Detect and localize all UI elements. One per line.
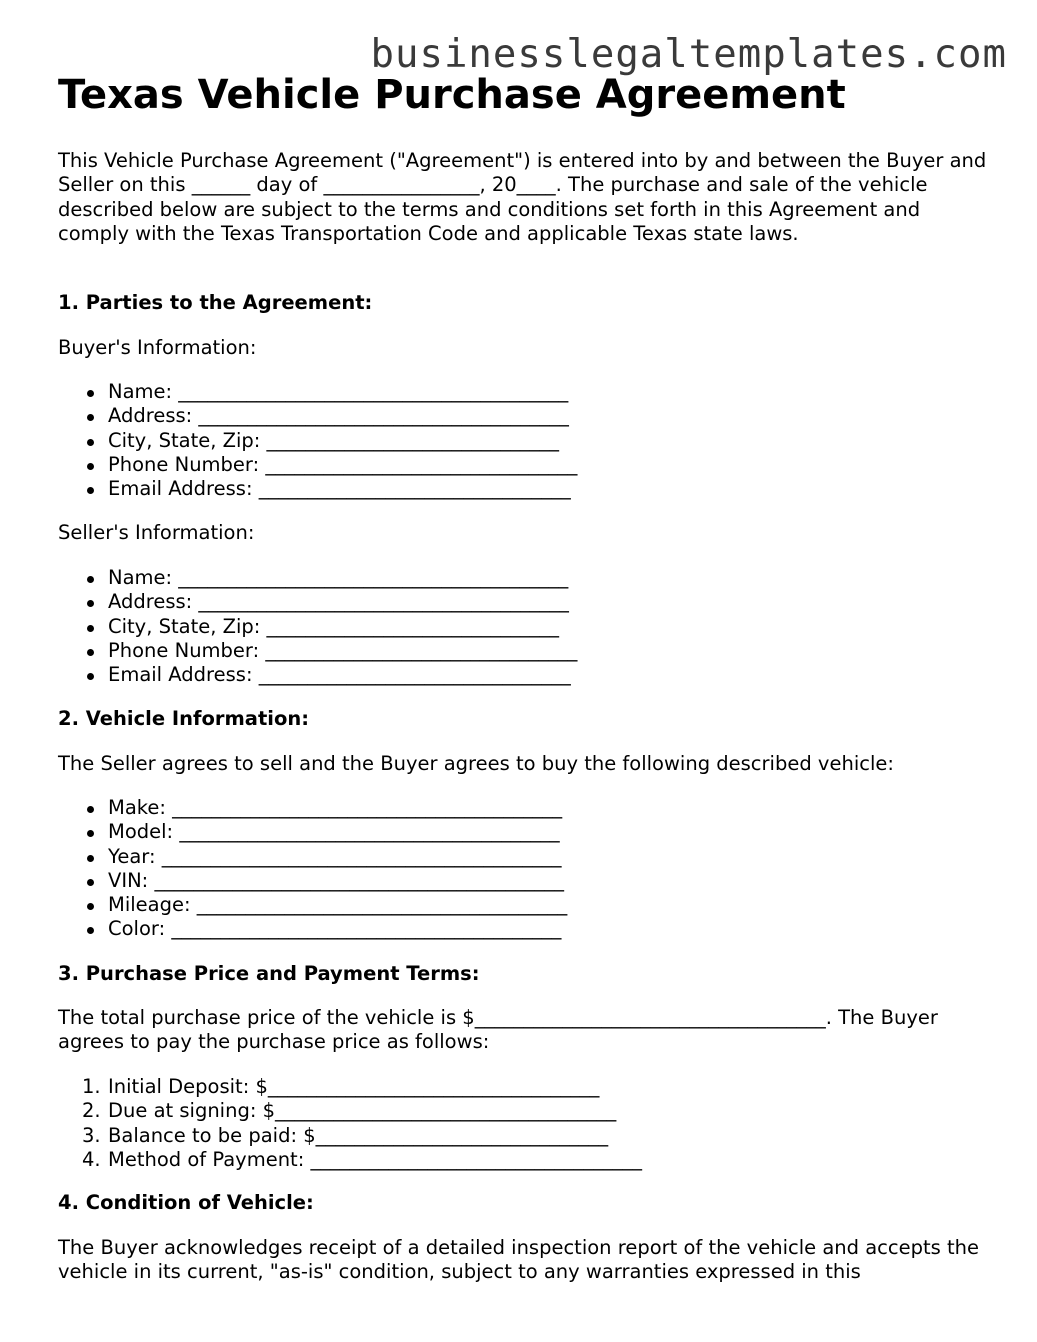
seller-address-field: Address: ______________________________________ — [58, 590, 577, 614]
intro-paragraph: This Vehicle Purchase Agreement ("Agreement") is entered into by and between the Buyer and Seller on this ______ day of ________________, 20____. The purchase and sale of the vehicle described below are subject to the terms and conditions set forth in this Agreement and comply with the Texas Transportation Code and applicable Texas state laws. — [58, 149, 987, 245]
buyer-fields-list — [58, 380, 577, 501]
seller-info-label: Seller's Information: — [58, 521, 255, 544]
payment-item: 2. Due at signing: $___________________________________ — [82, 1099, 617, 1123]
buyer-info-label: Buyer's Information: — [58, 336, 257, 359]
vehicle-mileage-field: Mileage: ______________________________________ — [58, 893, 567, 917]
condition-paragraph: The Buyer acknowledges receipt of a detailed inspection report of the vehicle and accepts the vehicle in its current, "as-is" condition, subject to any warranties expressed in this — [58, 1236, 979, 1284]
payment-item: 1. Initial Deposit: $__________________________________ — [82, 1075, 600, 1098]
seller-name-field: Name: ________________________________________ — [58, 566, 577, 590]
payment-item: 4. Method of Payment: __________________________________ — [82, 1147, 642, 1171]
payment-item: 3. Balance to be paid: $______________________________ — [82, 1123, 609, 1147]
vehicle-make-field: Make: ________________________________________ — [58, 796, 567, 820]
seller-city-field: City, State, Zip: ______________________________ — [58, 615, 577, 639]
payment-terms-list — [58, 1075, 642, 1172]
section-3-heading: 3. Purchase Price and Payment Terms: — [58, 962, 480, 985]
buyer-name-field: Name: ________________________________________ — [58, 380, 577, 404]
section-1-heading: 1. Parties to the Agreement: — [58, 291, 373, 314]
document-title: Texas Vehicle Purchase Agreement — [58, 72, 846, 118]
buyer-city-field: City, State, Zip: ______________________________ — [58, 429, 577, 453]
vehicle-model-field: Model: _______________________________________ — [58, 820, 567, 844]
watermark: businesslegaltemplates.com — [370, 32, 1007, 77]
seller-phone-field: Phone Number: ________________________________ — [58, 639, 577, 663]
seller-fields-list — [58, 566, 577, 687]
vehicle-color-field: Color: ________________________________________ — [58, 917, 567, 941]
section-2-heading: 2. Vehicle Information: — [58, 707, 310, 730]
seller-email-field: Email Address: ________________________________ — [58, 663, 577, 687]
vehicle-intro-text: The Seller agrees to sell and the Buyer agrees to buy the following described vehicle: — [58, 752, 894, 775]
vehicle-vin-field: VIN: __________________________________________ — [58, 869, 567, 893]
buyer-email-field: Email Address: ________________________________ — [58, 477, 577, 501]
purchase-price-paragraph: The total purchase price of the vehicle is $____________________________________. The Buyer agrees to pay the purchase price as follows: — [58, 1006, 938, 1054]
vehicle-year-field: Year: _________________________________________ — [58, 845, 567, 869]
section-4-heading: 4. Condition of Vehicle: — [58, 1191, 314, 1214]
vehicle-fields-list — [58, 796, 567, 942]
buyer-address-field: Address: ______________________________________ — [58, 404, 577, 428]
buyer-phone-field: Phone Number: ________________________________ — [58, 453, 577, 477]
